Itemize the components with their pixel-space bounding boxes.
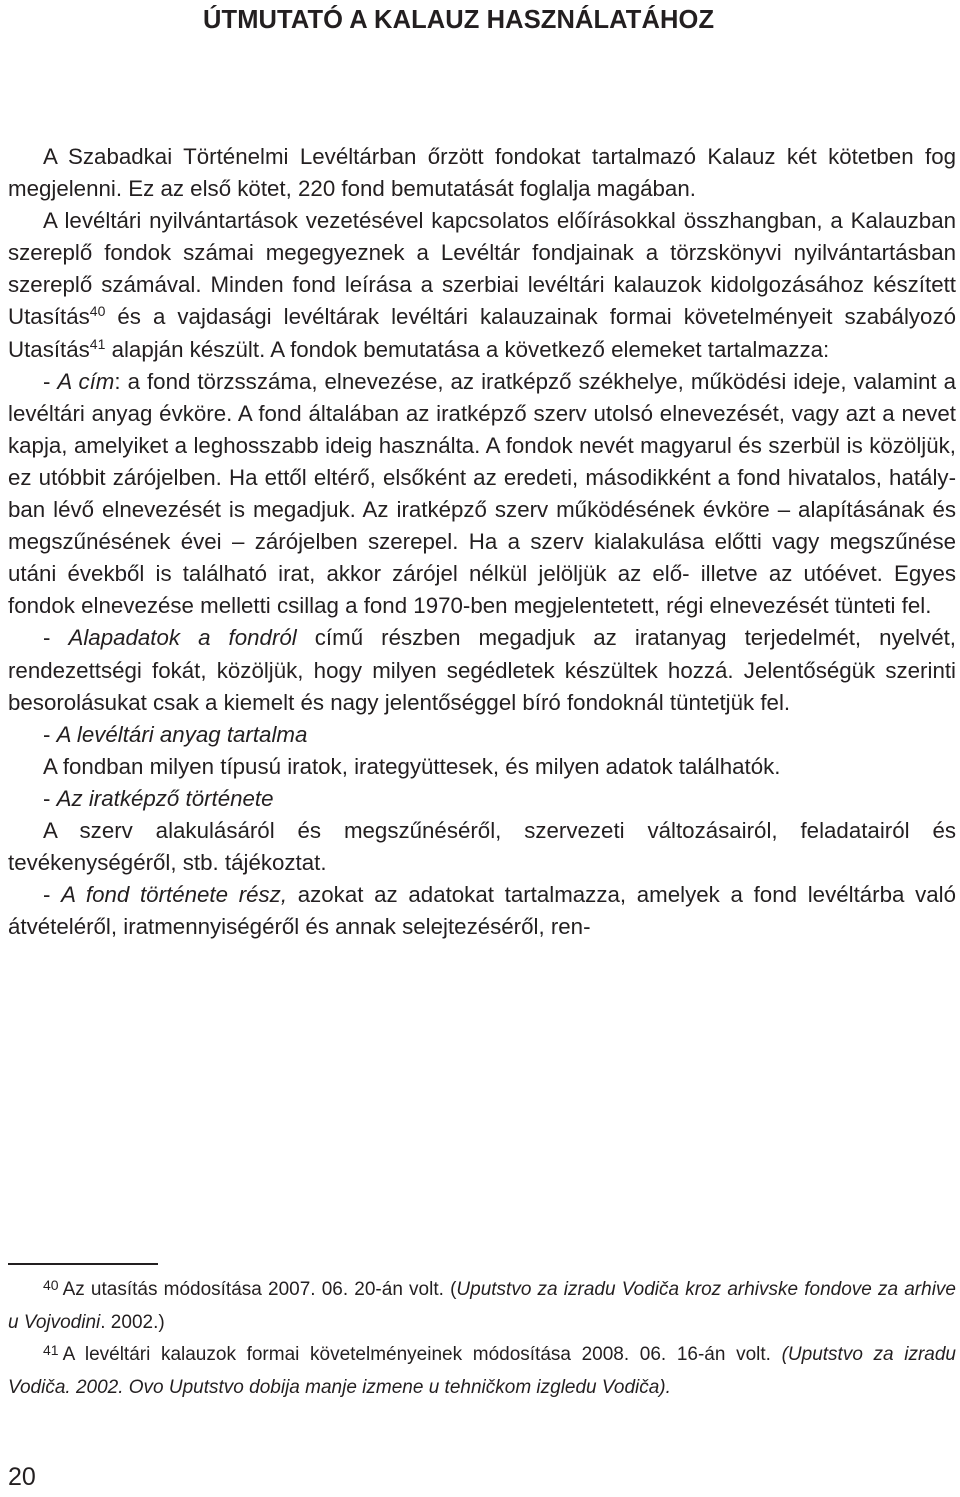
- paragraph-numbering: [8, 205, 956, 365]
- section-cim-text: : a fond törzsszáma, elnevezése, az iratképző székhelye, működési ideje, valamint a levéltári anyag évköre. A fond általában az iratképző szerv utolsó elnevezését, vagy azt a nevet kapja, amelyiket a leghosszabb ideig használta. A fondok nevét magyarul és szerbül is közöljük, ez utóbbit zárójelben. Ha ettől eltérő, elsőként az eredeti, másodikként a fond hivatalos, hatályban lévő elnevezését is megadjuk. Az iratképző szerv működésének évköre – alapításának és megszűnésének évei – zárójelben szerepel. Ha a szerv kialakulása előtti vagy megszűnése utáni évekből is található irat, akkor zárójel nélkül jelöljük az elő- illetve az utóévet. Egyes fondok elnevezése melletti csillag a fond 1970-ben megjelentetett, régi elnevezését tünteti fel.: [8, 368, 957, 619]
- paragraph-numbering-text-b: és a vajdasági levéltárak levéltári kalauzainak formai követelményeit szabályozó Utasítás: [8, 304, 956, 362]
- section-tortenete-heading: [8, 783, 956, 815]
- section-tartalma-text: A fondban milyen típusú iratok, irategyüttesek, és milyen adatok találhatók.: [43, 753, 781, 779]
- page-number: 20: [8, 1463, 36, 1491]
- document-page: [8, 0, 956, 1497]
- footnote-separator: [8, 1263, 158, 1265]
- list-dash: -: [43, 625, 69, 651]
- section-alapadatok: [8, 622, 956, 718]
- page-title: ÚTMUTATÓ A KALAUZ HASZNÁLATÁHOZ: [203, 6, 715, 34]
- section-alapadatok-text: című részben megadjuk az iratanyag terjedelmét, nyelvét, rendezettségi fokát, közöljük, hogy milyen segédletek készültek hozzá. Jelentőségük szerinti besorolásukat csak a kiemelt és nagy jelentőséggel bíró fondoknál tüntetjük fel.: [8, 625, 956, 715]
- section-tortenete-label: Az iratképző története: [56, 785, 274, 811]
- list-dash: -: [43, 368, 58, 394]
- footnote-40: [8, 1274, 956, 1339]
- footnote-41-number: 41: [43, 1342, 59, 1358]
- footnote-40-source: Uputstvo za izradu Vodiča kroz arhivske fondove za arhive u Vojvodini: [8, 1279, 956, 1333]
- footnote-ref-40: 40: [89, 303, 106, 320]
- section-cim: [8, 366, 956, 623]
- paragraph-numbering-text-a: A levéltári nyilvántartások vezetésével kapcsolatos előírásokkal összhangban, a Kalauzban szereplő fondok számai megegyeznek a Levéltár fondjainak a törzskönyvi nyilvántartásban szereplő számával. Minden fond leírása a szerbiai levéltári kalauzok kidolgozásához készített Utasítás: [8, 208, 956, 330]
- section-fond-tortenete: [8, 879, 956, 943]
- paragraph-numbering-text-c: alapján készült. A fondok bemutatása a következő elemeket tartalmazza:: [105, 336, 830, 362]
- footnote-41-text: A levéltári kalauzok formai követelményeinek módosítása 2008. 06. 16-án volt.: [62, 1344, 782, 1365]
- footnote-40-text: Az utasítás módosítása 2007. 06. 20-án volt. (: [62, 1279, 457, 1300]
- section-tortenete-text: A szerv alakulásáról és megszűnéséről, szervezeti változásairól, feladatairól és tevékenységéről, stb. tájékoztat.: [8, 817, 956, 876]
- section-fond-tortenete-label: A fond története rész,: [61, 882, 288, 908]
- footnote-41: [8, 1339, 956, 1404]
- section-alapadatok-label: Alapadatok a fondról: [68, 625, 297, 651]
- list-dash: -: [43, 785, 57, 811]
- footnotes: [8, 1274, 956, 1404]
- paragraph-intro: A Szabadkai Történelmi Levéltárban őrzött fondokat tartalmazó Kalauz két kötetben fog megjelenni. Ez az első kötet, 220 fond bemutatását foglalja magában.: [8, 144, 956, 202]
- section-tartalma-heading: [8, 719, 956, 751]
- section-tartalma-label: A levéltári anyag tartalma: [56, 721, 308, 747]
- footnote-40-number: 40: [43, 1277, 59, 1293]
- footnote-41-source: (Uputstvo za izradu Vodiča. 2002. Ovo Uputstvo dobija manje izmene u tehničkom izgledu Vodiča).: [8, 1344, 956, 1398]
- footnote-40-tail: . 2002.): [100, 1311, 165, 1333]
- body-text: [8, 141, 956, 943]
- section-fond-tortenete-text: azokat az adatokat tartalmazza, amelyek a fond levéltárba való átvételéről, iratmennyiségéről és annak selejtezéséről, ren-: [8, 882, 957, 940]
- section-cim-label: A cím: [57, 368, 115, 394]
- list-dash: -: [43, 721, 57, 747]
- list-dash: -: [43, 882, 62, 908]
- footnote-ref-41: 41: [89, 335, 106, 352]
